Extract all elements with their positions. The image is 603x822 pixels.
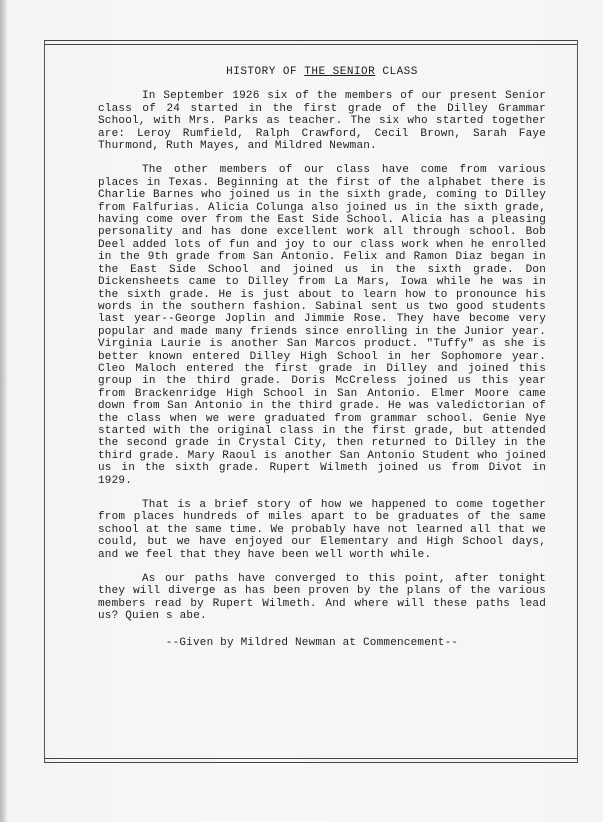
right-border [577,40,578,762]
bottom-border-outer [44,762,578,763]
title-part-2: CLASS [375,66,418,78]
signature-line: --Given by Mildred Newman at Commencement-- [165,636,459,649]
paragraph-2: The other members of our class have come from various places in Texas. Beginning at the first of the alphabet there is Charlie Barnes who joined us in the sixth grade, coming to Dilley from Falfurias. Alicia Colunga also joined us in the sixth grade, having come over from the East Side School. Alicia has a pleasing personality and has done excellent work all through school. Bob Deel added lots of fun and joy to our class work when he enrolled in the 9th grade from San Antonio. Felix and Ramon Diaz began in the East Side School and joined us in the sixth grade. Don Dickensheets came to Dilley from La Mars, Iowa while he was in the sixth grade. He is just about to learn how to pronounce his words in the southern fashion. Sabinal sent us two good students last year--George Joplin and Jimmie Rose. They have become very popular and made many friends since enrolling in the Junior year. Virginia Laurie is another San Marcos product. "Tuffy" as she is better known entered Dilley High School in her Sophomore year. Cleo Maloch entered the first grade in Dilley and joined this group in the third grade. Doris McCreless joined us this year from Brackenridge High School in San Antonio. Elmer Moore came down from San Antonio in the third grade. He was valedictorian of the class when we were graduated from grammar school. Genie Nye started with the original class in the first grade, but attended the second grade in Crystal City, then returned to Dilley in the third grade. Mary Raoul is another San Antonio Student who joined us in the sixth grade. Rupert Wilmeth joined us from Divot in 1929. [98,164,546,487]
title-part-1: HISTORY OF [226,66,305,78]
bottom-border-inner [44,758,578,759]
page-edge-shadow [0,0,8,822]
paragraph-3: That is a brief story of how we happened to come together from places hundreds of miles apart to be graduates of the same school at the same time. We probably have not learned all that we could, but we have enjoyed our Elementary and High School days, and we feel that they have been well worth while. [98,499,546,561]
paragraph-1: In September 1926 six of the members of our present Senior class of 24 started in the first grade of the Dilley Grammar School, with Mrs. Parks as teacher. The six who started together are: Leroy Rumfield, Ralph Crawford, Cecil Brown, Sarah Faye Thurmond, Ruth Mayes, and Mildred Newman. [98,90,546,153]
top-border-outer [44,40,578,41]
paragraph-4: As our paths have converged to this point, after tonight they will diverge as has been proven by the plans of the various members read by Rupert Wilmeth. And where will these paths lead us? Quien s abe. [98,573,546,623]
title-part-underlined: THE SENIOR [304,66,376,78]
top-border-inner [44,44,578,45]
document-body [98,66,546,649]
left-border [44,40,45,762]
page-title [98,66,546,78]
